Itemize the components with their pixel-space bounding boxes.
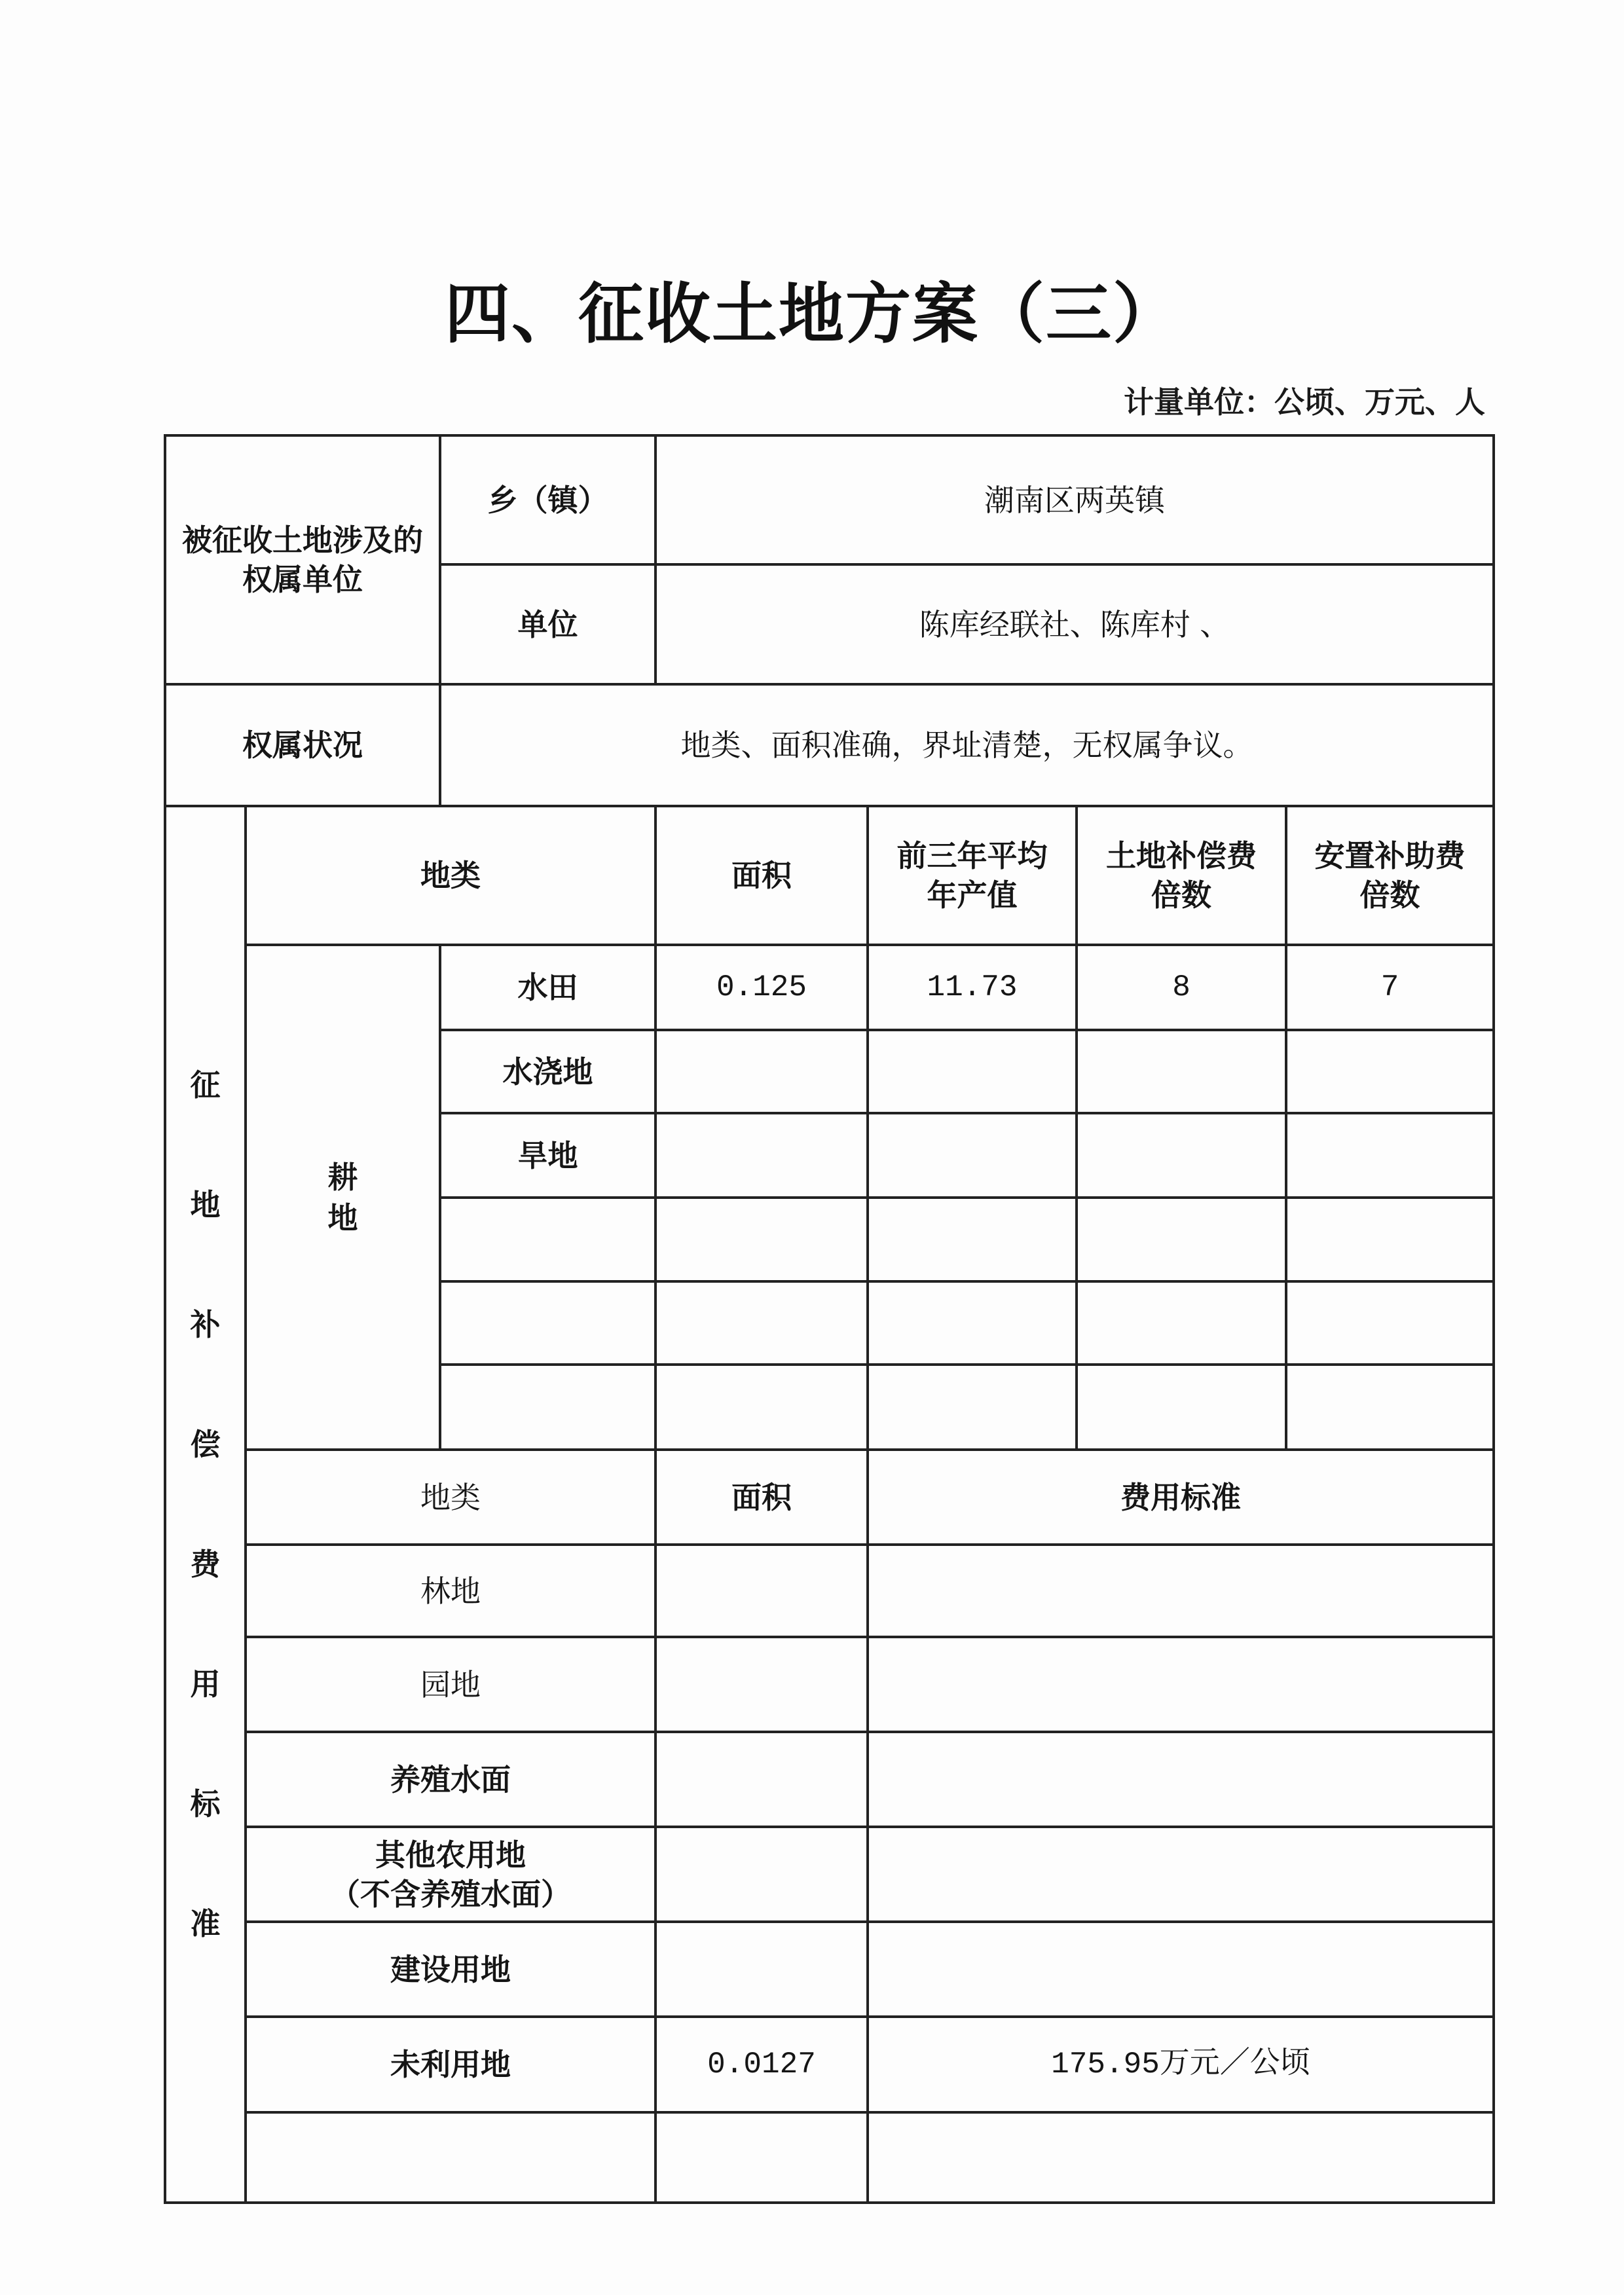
resettlement-multiple-cell [1286, 1281, 1494, 1365]
avg-output-cell: 11.73 [868, 945, 1077, 1030]
table-row [165, 1637, 1494, 1732]
land-comp-multiple-cell [1077, 1113, 1286, 1198]
area-cell [655, 1827, 868, 1922]
document-title: 四、征收土地方案（三） [445, 276, 1179, 352]
header-land-type: 地类 [246, 806, 655, 945]
fee-standard-cell [868, 1637, 1494, 1732]
ownership-unit-label: 被征收土地涉及的 权属单位 [165, 435, 440, 684]
compensation-section-label-cell [165, 806, 246, 2203]
area-cell [655, 1198, 868, 1281]
land-type-cell: 水田 [440, 945, 655, 1030]
table-row [165, 2017, 1494, 2112]
avg-output-cell [868, 1113, 1077, 1198]
fee-standard-cell [868, 1827, 1494, 1922]
table-row [165, 1922, 1494, 2017]
land-comp-multiple-cell [1077, 1365, 1286, 1450]
fee-standard-cell [868, 1922, 1494, 2017]
farmland-group-cell [246, 945, 440, 1450]
table-row [165, 1545, 1494, 1637]
unit-note: 计量单位：公顷、万元、人 [1124, 384, 1485, 420]
land-type-cell [246, 2112, 655, 2203]
header-land-type: 地类 [246, 1450, 655, 1545]
resettlement-multiple-cell: 7 [1286, 945, 1494, 1030]
table-header-row [165, 806, 1494, 945]
area-cell [655, 1545, 868, 1637]
land-type-cell: 林地 [246, 1545, 655, 1637]
avg-output-cell [868, 1365, 1077, 1450]
land-comp-multiple-cell [1077, 1198, 1286, 1281]
land-acquisition-table [164, 434, 1495, 2204]
unit-label: 单位 [440, 564, 655, 684]
table-row [165, 2112, 1494, 2203]
header-area: 面积 [655, 1450, 868, 1545]
farmland-group-label: 耕地 [327, 1159, 358, 1236]
ownership-status-value: 地类、面积准确，界址清楚，无权属争议。 [440, 684, 1494, 806]
area-cell [655, 1030, 868, 1113]
header-land-comp-multiple: 土地补偿费 倍数 [1077, 806, 1286, 945]
table-header-row [165, 1450, 1494, 1545]
unit-value: 陈库经联社、陈库村 、 [655, 564, 1494, 684]
avg-output-cell [868, 1198, 1077, 1281]
land-type-cell: 养殖水面 [246, 1732, 655, 1827]
land-comp-multiple-cell [1077, 1281, 1286, 1365]
land-type-cell [440, 1198, 655, 1281]
ownership-status-label: 权属状况 [165, 684, 440, 806]
area-cell [655, 1922, 868, 2017]
table-row [165, 945, 1494, 1030]
area-cell [655, 2112, 868, 2203]
header-area: 面积 [655, 806, 868, 945]
area-cell [655, 1732, 868, 1827]
table-row [165, 435, 1494, 564]
compensation-section-label: 征地补偿费用标准 [190, 1067, 221, 1941]
fee-standard-cell [868, 1732, 1494, 1827]
table-row [165, 1827, 1494, 1922]
area-cell [655, 1637, 868, 1732]
land-type-cell [440, 1281, 655, 1365]
fee-standard-cell [868, 1545, 1494, 1637]
area-cell [655, 1281, 868, 1365]
resettlement-multiple-cell [1286, 1198, 1494, 1281]
land-type-cell [440, 1365, 655, 1450]
header-avg-output: 前三年平均 年产值 [868, 806, 1077, 945]
area-cell [655, 1113, 868, 1198]
resettlement-multiple-cell [1286, 1030, 1494, 1113]
land-type-cell: 园地 [246, 1637, 655, 1732]
resettlement-multiple-cell [1286, 1365, 1494, 1450]
land-type-cell: 旱地 [440, 1113, 655, 1198]
fee-standard-cell: 175.95万元／公顷 [868, 2017, 1494, 2112]
land-comp-multiple-cell: 8 [1077, 945, 1286, 1030]
table-row [165, 1732, 1494, 1827]
township-value: 潮南区两英镇 [655, 435, 1494, 564]
land-type-cell: 未利用地 [246, 2017, 655, 2112]
table-row [165, 684, 1494, 806]
land-type-cell: 其他农用地 （不含养殖水面） [246, 1827, 655, 1922]
township-label: 乡（镇） [440, 435, 655, 564]
resettlement-multiple-cell [1286, 1113, 1494, 1198]
area-cell: 0.0127 [655, 2017, 868, 2112]
header-fee-standard: 费用标准 [868, 1450, 1494, 1545]
area-cell: 0.125 [655, 945, 868, 1030]
avg-output-cell [868, 1281, 1077, 1365]
area-cell [655, 1365, 868, 1450]
land-type-cell: 水浇地 [440, 1030, 655, 1113]
fee-standard-cell [868, 2112, 1494, 2203]
header-resettlement-multiple: 安置补助费 倍数 [1286, 806, 1494, 945]
avg-output-cell [868, 1030, 1077, 1113]
land-comp-multiple-cell [1077, 1030, 1286, 1113]
land-type-cell: 建设用地 [246, 1922, 655, 2017]
